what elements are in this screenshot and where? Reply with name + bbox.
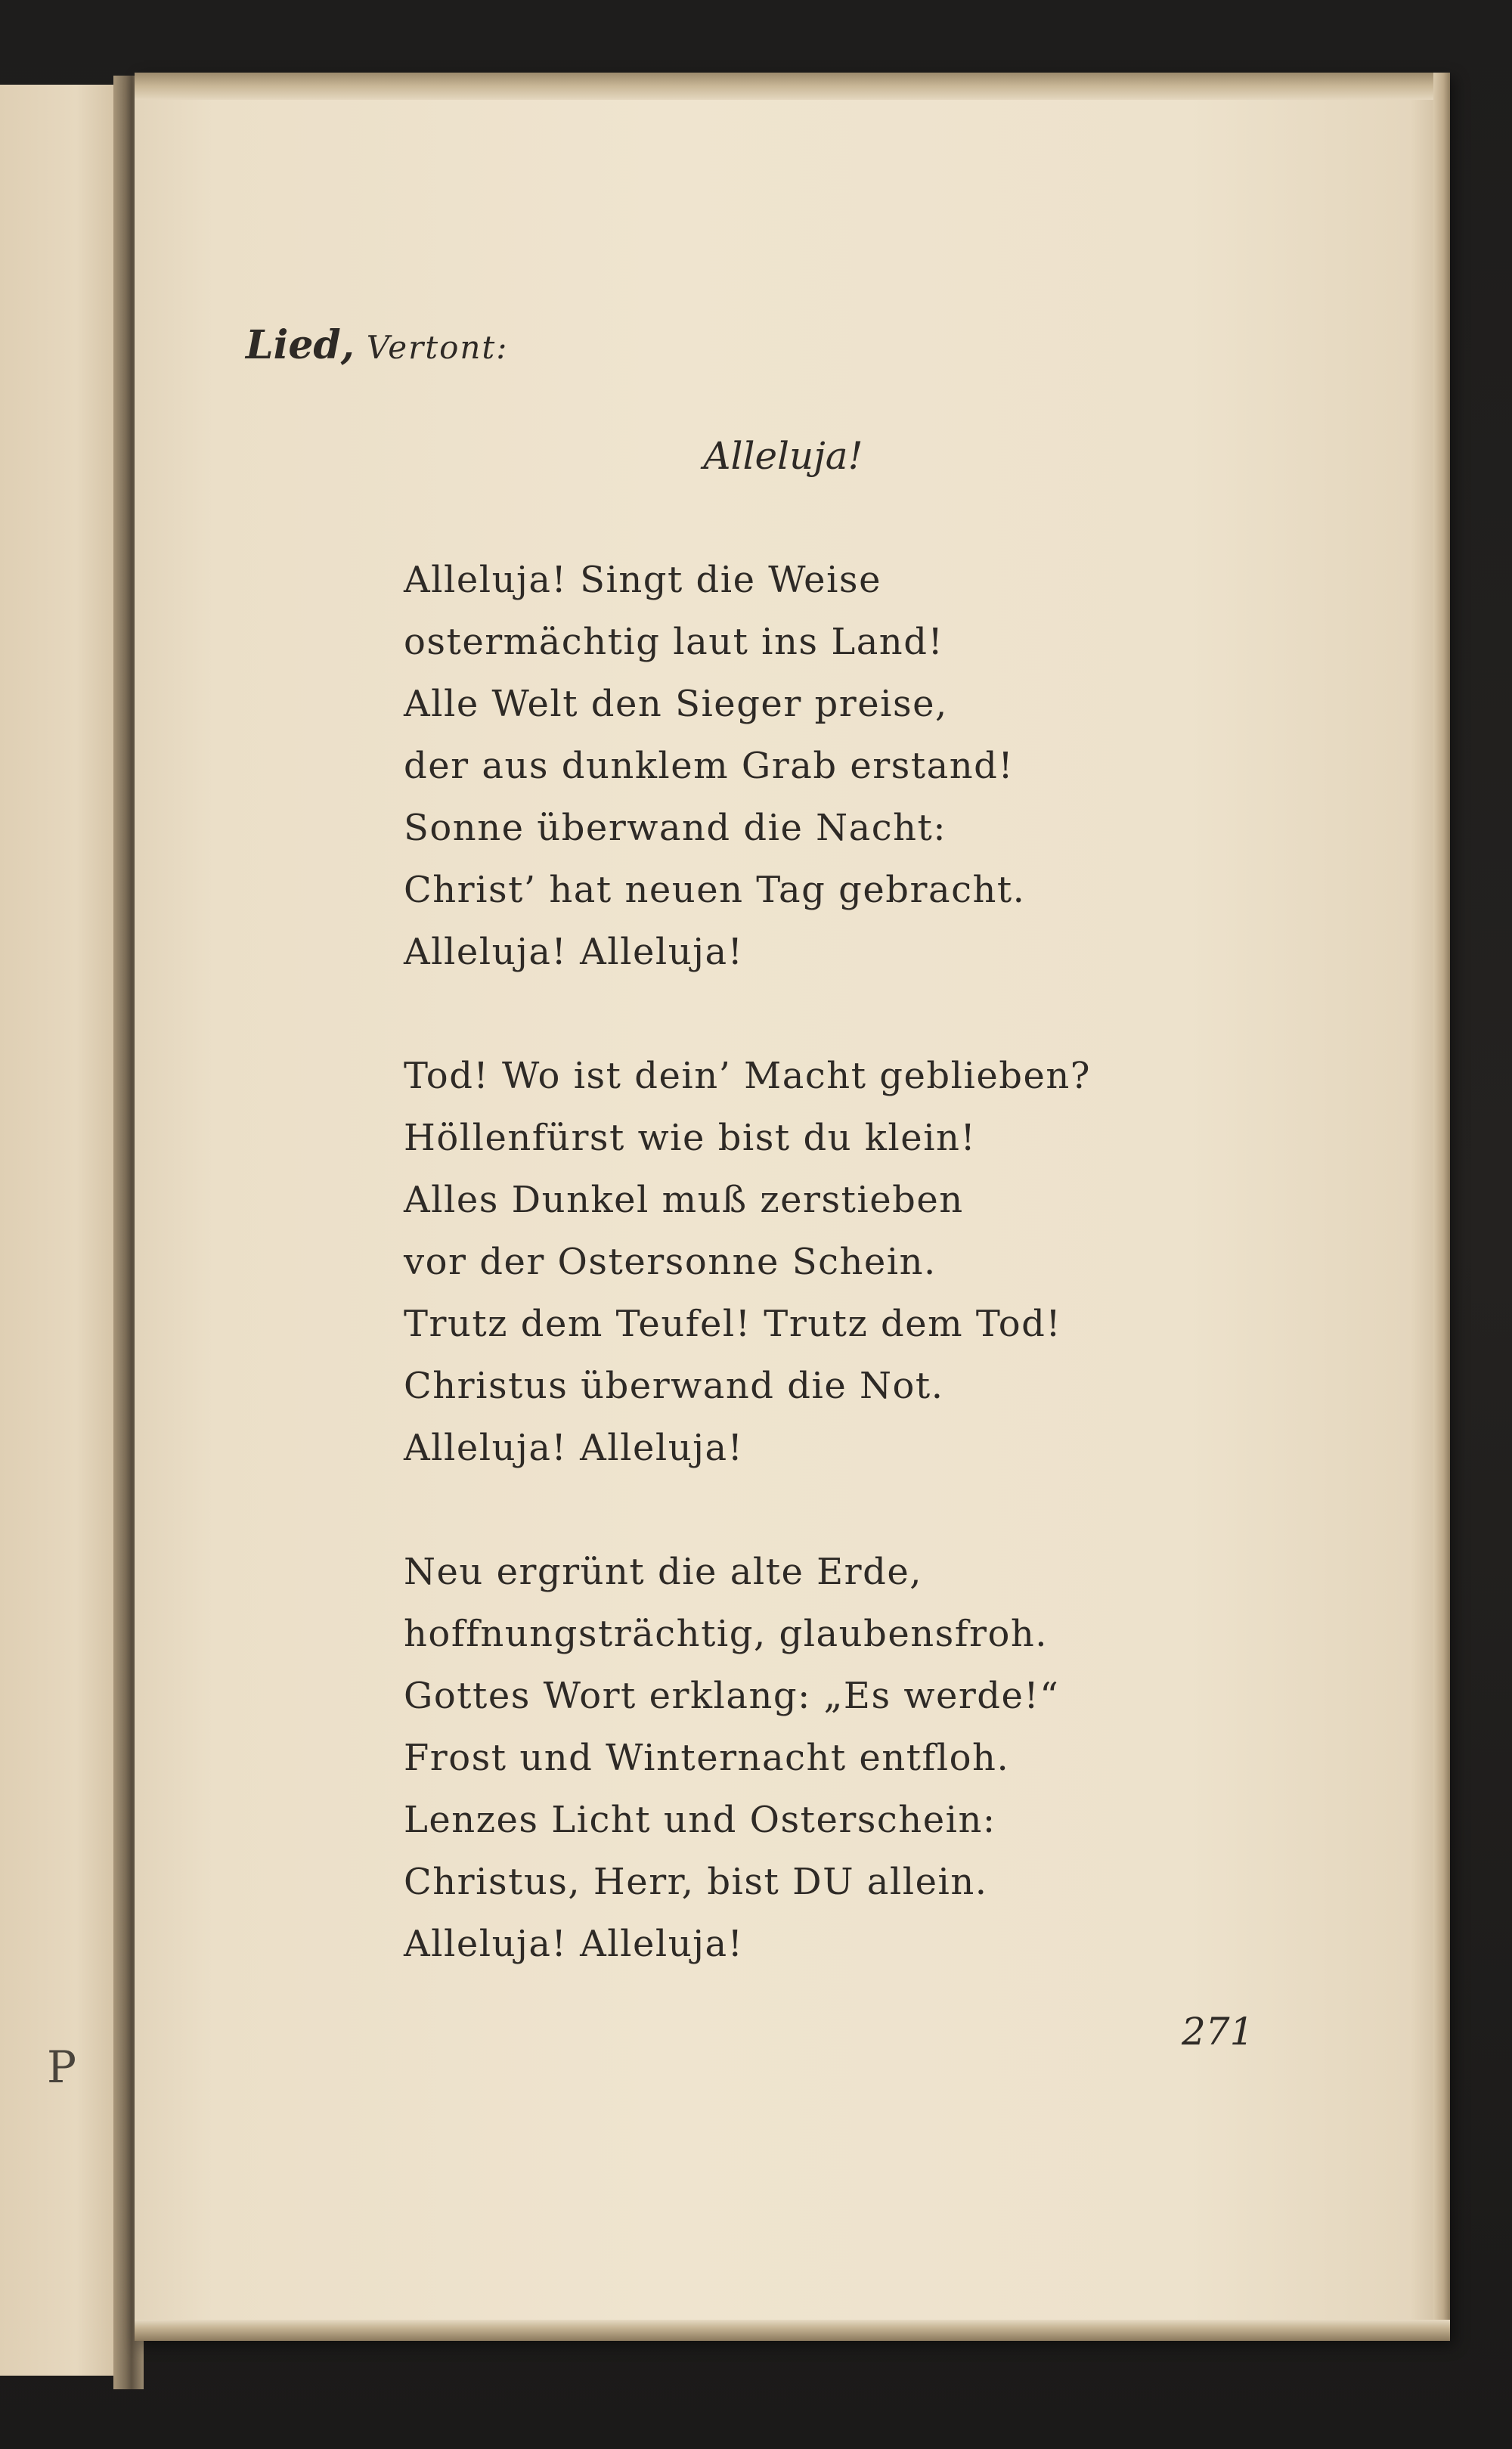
page-top-edge xyxy=(135,73,1450,100)
stanza-3 xyxy=(404,1541,1091,1975)
poem-line: Sonne überwand die Nacht: xyxy=(404,807,947,849)
poem-line: Christus, Herr, bist DU allein. xyxy=(404,1861,988,1903)
poem-line: der aus dunklem Grab erstand! xyxy=(404,745,1015,787)
poem-line: hoffnungsträchtig, glaubensfroh. xyxy=(404,1613,1049,1655)
poem-title: Alleluja! xyxy=(703,434,863,478)
stanza-2 xyxy=(404,1045,1091,1479)
poem-line: Alleluja! Alleluja! xyxy=(404,931,744,973)
poem-line: Alle Welt den Sieger preise, xyxy=(404,683,948,725)
page-number: 271 xyxy=(1182,2010,1254,2054)
left-page xyxy=(0,85,127,2376)
header-vertont: Vertont: xyxy=(366,329,509,366)
poem-line: Alles Dunkel muß zerstieben xyxy=(404,1179,964,1221)
header-lied: Lied, xyxy=(246,322,355,368)
section-header xyxy=(246,322,508,368)
poem-line: Alleluja! Alleluja! xyxy=(404,1427,744,1469)
poem-line: Tod! Wo ist dein’ Macht geblieben? xyxy=(404,1055,1091,1097)
poem-line: ostermächtig laut ins Land! xyxy=(404,621,944,663)
poem-line: Christ’ hat neuen Tag gebracht. xyxy=(404,869,1026,911)
poem-line: Höllenfürst wie bist du klein! xyxy=(404,1117,977,1159)
poem-line: vor der Ostersonne Schein. xyxy=(404,1241,937,1283)
page-bottom-edge xyxy=(135,2320,1450,2341)
left-page-margin-letter: P xyxy=(47,2041,77,2093)
poem-line: Neu ergrünt die alte Erde, xyxy=(404,1551,923,1593)
poem-line: Alleluja! Singt die Weise xyxy=(404,559,881,601)
poem-line: Lenzes Licht und Osterschein: xyxy=(404,1799,996,1841)
right-page xyxy=(135,73,1450,2341)
page-right-edge xyxy=(1433,73,1450,2341)
poem-line: Gottes Wort erklang: „Es werde!“ xyxy=(404,1675,1060,1717)
poem-line: Christus überwand die Not. xyxy=(404,1365,944,1407)
poem-line: Alleluja! Alleluja! xyxy=(404,1923,744,1965)
stanza-1 xyxy=(404,549,1091,983)
poem-line: Trutz dem Teufel! Trutz dem Tod! xyxy=(404,1303,1062,1345)
poem-line: Frost und Winternacht entfloh. xyxy=(404,1737,1010,1779)
poem-body xyxy=(404,549,1091,2037)
